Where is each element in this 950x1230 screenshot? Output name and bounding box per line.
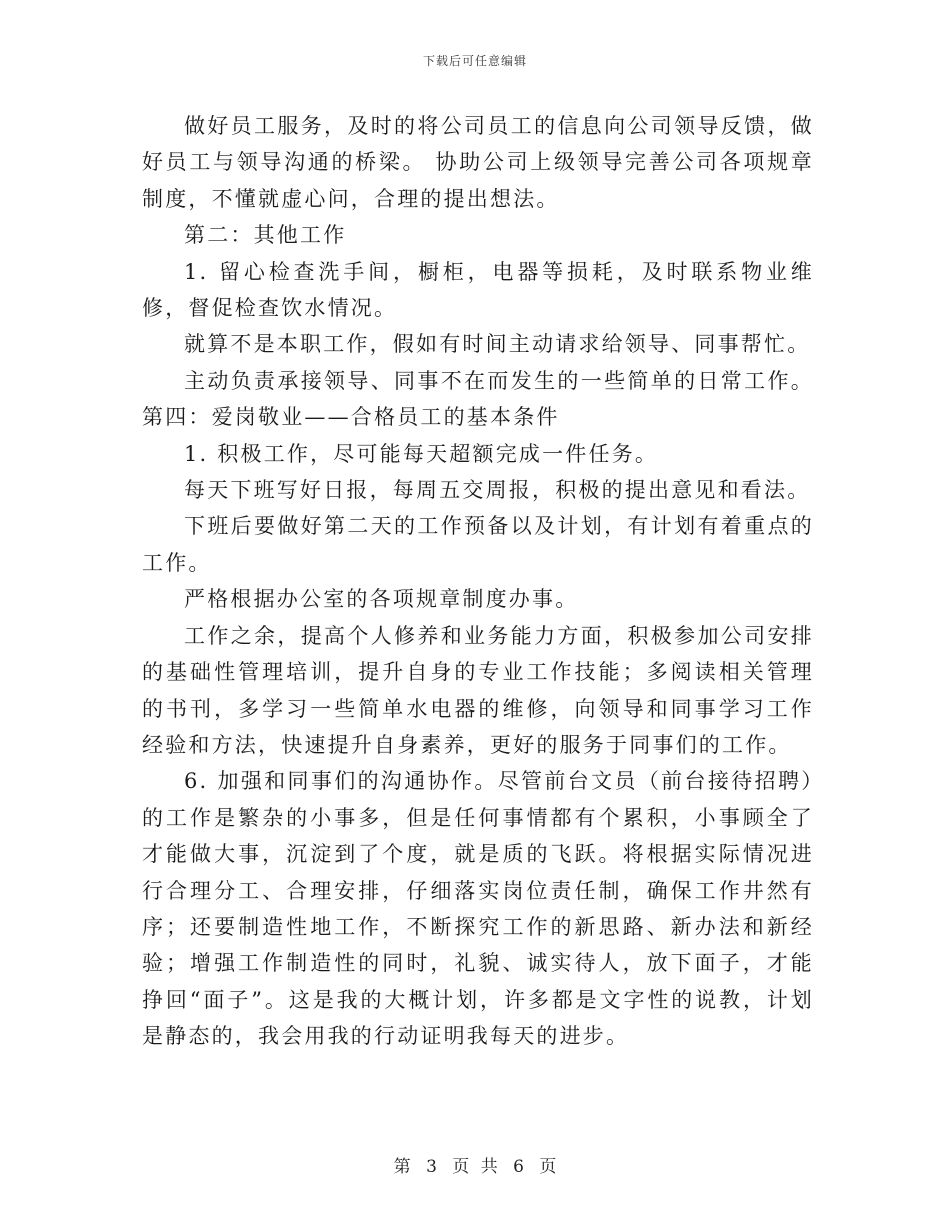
- paragraph-next-day-plan: 下班后要做好第二天的工作预备以及计划，有计划有着重点的工作。: [142, 514, 814, 575]
- paragraph-follow-rules: 严格根据办公室的各项规章制度办事。: [184, 587, 579, 612]
- page-header: 下载后可任意编辑: [422, 54, 527, 68]
- paragraph-employee-service: 做好员工服务，及时的将公司员工的信息向公司领导反馈，做好员工与领导沟通的桥梁。 协助公司上级领导完善公司各项规章制度，不懂就虚心问，合理的提出想法。: [142, 114, 814, 211]
- paragraph-daily-report: 每天下班写好日报，每周五交周报，积极的提出意见和看法。: [184, 478, 811, 503]
- paragraph-communication: 6. 加强和同事们的沟通协作。尽管前台文员（前台接待招聘）的工作是繁杂的小事多，但是任何事情都有个累积，小事顾全了才能做大事，沉淀到了个度，就是质的飞跃。将根据实际情况进行合理分工、合理安排，仔细落实岗位责任制，确保工作井然有序；还要制造性地工作，不断探究工作的新思路、新办法和新经验；增强工作制造性的同时，礼貌、诚实待人，放下面子，才能挣回“面子”。这是我的大概计划，许多都是文字性的说教，计划是静态的，我会用我的行动证明我每天的进步。: [142, 769, 814, 1049]
- total-pages-number: 6: [513, 1157, 524, 1177]
- footer-prefix: 第: [393, 1157, 411, 1177]
- paragraph-take-over-work: 主动负责承接领导、同事不在而发生的一些简单的日常工作。第四：爱岗敬业——合格员工的基本条件: [142, 368, 814, 430]
- paragraph-active-work: 1. 积极工作，尽可能每天超额完成一件任务。: [184, 441, 659, 466]
- page-footer: [0, 1152, 950, 1177]
- current-page-number: 3: [426, 1157, 437, 1177]
- document-body: [142, 108, 814, 1055]
- footer-middle: 页 共: [452, 1157, 498, 1177]
- footer-suffix: 页: [539, 1157, 557, 1177]
- paragraph-self-improvement: 工作之余，提高个人修养和业务能力方面，积极参加公司安排的基础性管理培训，提升自身的专业工作技能；多阅读相关管理的书刊，多学习一些简单水电器的维修，向领导和同事学习工作经验和方法，快速提升自身素养，更好的服务于同事们的工作。: [142, 623, 814, 757]
- paragraph-check-facilities: 1. 留心检查洗手间，橱柜，电器等损耗，及时联系物业维修，督促检查饮水情况。: [142, 259, 814, 321]
- section-heading-other-work: 第二：其他工作: [184, 223, 347, 248]
- paragraph-help-colleagues: 就算不是本职工作，假如有时间主动请求给领导、同事帮忙。: [184, 332, 811, 357]
